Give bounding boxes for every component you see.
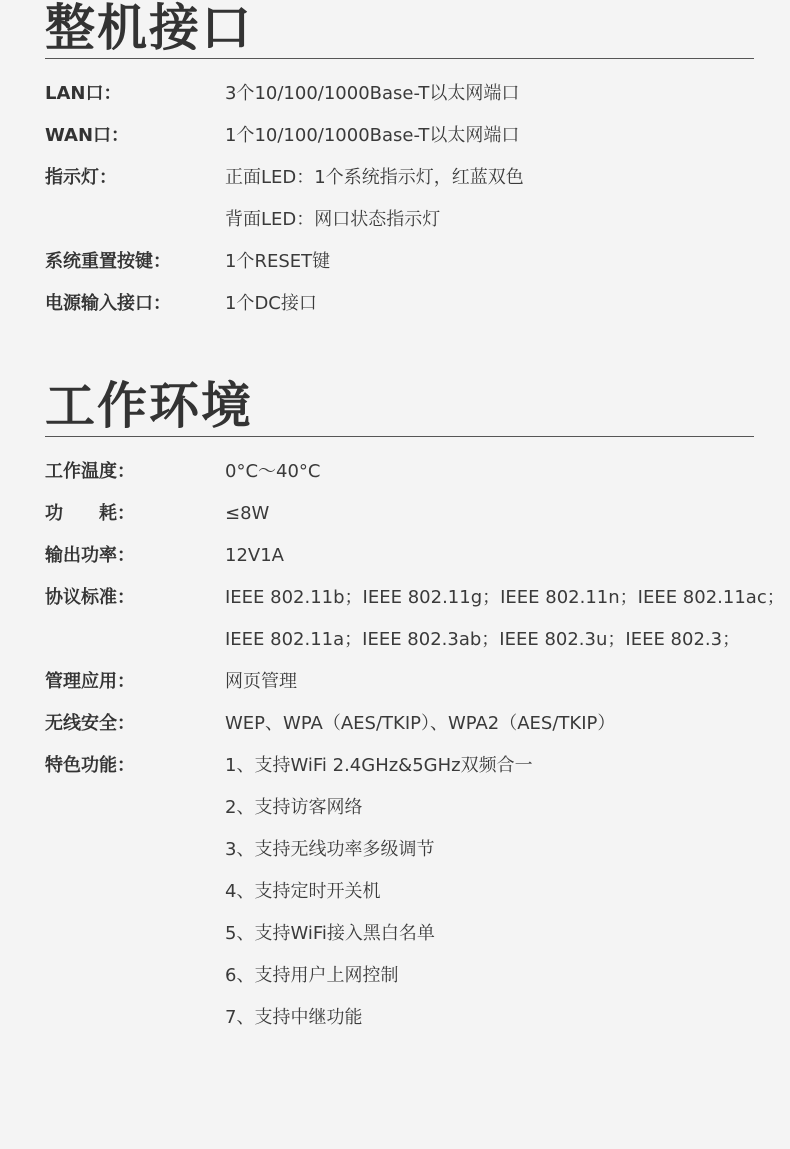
spec-values xyxy=(225,703,754,745)
spec-value: 1个RESET键 xyxy=(225,251,331,272)
spec-list xyxy=(45,451,785,1039)
interface-section xyxy=(45,0,754,325)
spec-label: 输出功率： xyxy=(45,545,135,566)
spec-label: 协议标准： xyxy=(45,587,135,608)
spec-value: WEP、WPA（AES/TKIP）、WPA2（AES/TKIP） xyxy=(225,713,616,734)
spec-row xyxy=(45,661,754,703)
spec-values xyxy=(225,577,785,661)
spec-value: 1个10/100/1000Base-T以太网端口 xyxy=(225,125,520,146)
spec-label: 无线安全： xyxy=(45,713,135,734)
spec-label: 特色功能： xyxy=(45,755,135,776)
spec-value: 2、支持访客网络 xyxy=(225,797,363,818)
spec-row xyxy=(45,241,754,283)
spec-value: 12V1A xyxy=(225,545,284,566)
section-divider xyxy=(45,436,754,437)
spec-value: IEEE 802.11a；IEEE 802.3ab；IEEE 802.3u；IEEE 802.3； xyxy=(225,629,741,650)
spec-value: 1个DC接口 xyxy=(225,293,317,314)
spec-value: 正面LED：1个系统指示灯，红蓝双色 xyxy=(225,167,524,188)
spec-label: 指示灯： xyxy=(45,167,117,188)
spec-row xyxy=(45,73,754,115)
spec-value: 1、支持WiFi 2.4GHz&5GHz双频合一 xyxy=(225,755,533,776)
spec-values xyxy=(225,115,754,157)
spec-values xyxy=(225,241,754,283)
environment-section xyxy=(45,377,785,1039)
spec-row xyxy=(45,703,754,745)
spec-value: IEEE 802.11b；IEEE 802.11g；IEEE 802.11n；IEEE 802.11ac； xyxy=(225,587,785,608)
spec-values xyxy=(225,661,754,703)
spec-value: 网页管理 xyxy=(225,671,297,692)
spec-label: WAN口： xyxy=(45,125,130,146)
spec-label: 系统重置按键： xyxy=(45,251,171,272)
spec-list xyxy=(45,73,754,325)
spec-value: 6、支持用户上网控制 xyxy=(225,965,399,986)
spec-value: 7、支持中继功能 xyxy=(225,1007,363,1028)
spec-values xyxy=(225,535,754,577)
spec-label: 工作温度： xyxy=(45,461,135,482)
spec-label: 电源输入接口： xyxy=(45,293,171,314)
spec-row xyxy=(45,283,754,325)
spec-row xyxy=(45,451,754,493)
section-title-environment: 工作环境 xyxy=(45,377,253,435)
section-divider xyxy=(45,58,754,59)
spec-values xyxy=(225,451,754,493)
spec-values xyxy=(225,157,754,241)
spec-values xyxy=(225,745,754,1039)
spec-value: 背面LED：网口状态指示灯 xyxy=(225,209,441,230)
spec-label: LAN口： xyxy=(45,83,122,104)
spec-row xyxy=(45,115,754,157)
spec-label: 管理应用： xyxy=(45,671,135,692)
spec-values xyxy=(225,73,754,115)
spec-row xyxy=(45,577,785,661)
spec-row xyxy=(45,745,754,1039)
spec-value: 5、支持WiFi接入黑白名单 xyxy=(225,923,435,944)
spec-value: 3个10/100/1000Base-T以太网端口 xyxy=(225,83,520,104)
spec-values xyxy=(225,283,754,325)
spec-value: 3、支持无线功率多级调节 xyxy=(225,839,435,860)
spec-values xyxy=(225,493,754,535)
spec-label: 功 耗： xyxy=(45,503,135,524)
section-title-interface: 整机接口 xyxy=(45,0,253,57)
spec-value: ≤8W xyxy=(225,503,270,524)
spec-value: 0°C～40°C xyxy=(225,461,321,482)
spec-row xyxy=(45,493,754,535)
spec-row xyxy=(45,157,754,241)
spec-row xyxy=(45,535,754,577)
spec-value: 4、支持定时开关机 xyxy=(225,881,381,902)
